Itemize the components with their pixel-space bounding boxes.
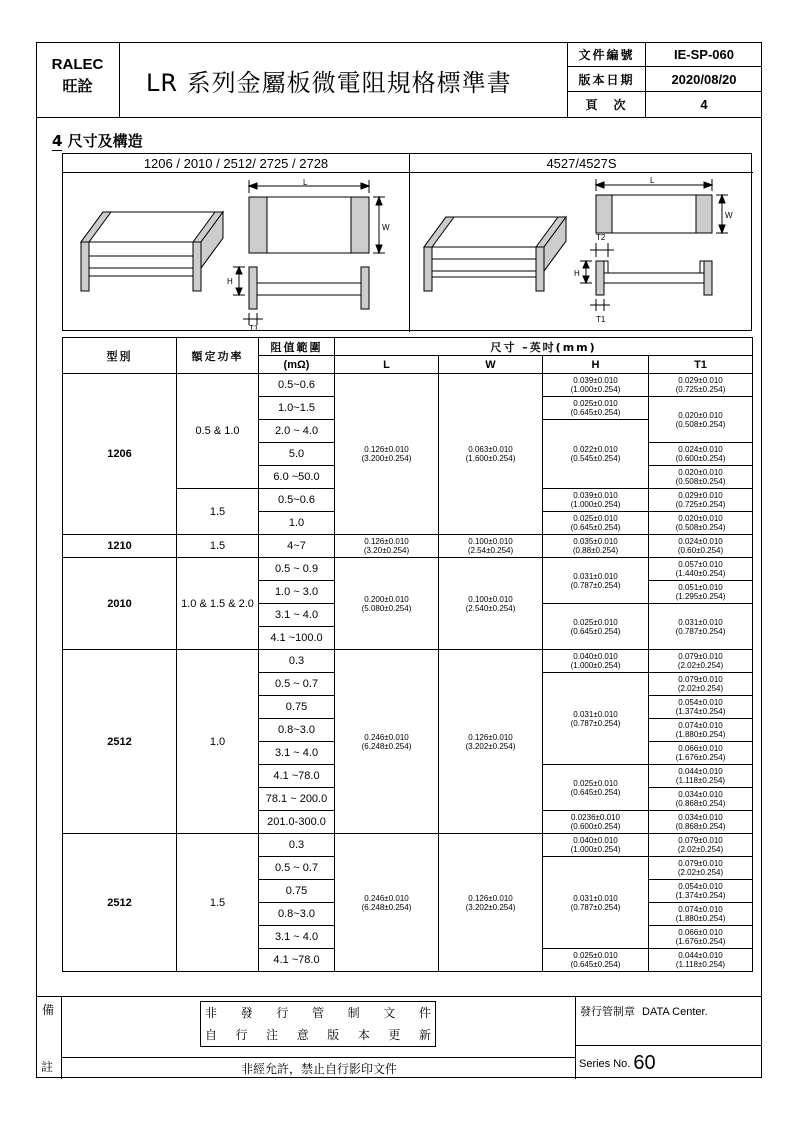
range-cell: 0.3 <box>259 650 335 673</box>
H-cell: 0.025±0.010 (0.645±0.254) <box>543 604 649 650</box>
range-cell: 201.0-300.0 <box>259 811 335 834</box>
power-cell: 1.5 <box>177 834 259 972</box>
header-power: 額定功率 <box>177 338 259 374</box>
resistor-drawing-right <box>410 173 753 332</box>
remarks-area <box>62 997 576 1079</box>
W-cell: 0.126±0.010 (3.202±0.254) <box>439 834 543 972</box>
range-cell: 1.0 <box>259 512 335 535</box>
T1-cell: 0.074±0.010 (1.880±0.254) <box>649 719 753 742</box>
L-cell: 0.126±0.010 (3.20±0.254) <box>335 535 439 558</box>
model-cell: 2010 <box>63 558 177 650</box>
notice-line-2: 自行注意版本更新 <box>205 1028 431 1042</box>
diagram-left-title: 1206 / 2010 / 2512/ 2725 / 2728 <box>63 154 409 173</box>
H-cell: 0.022±0.010 (0.545±0.254) <box>543 420 649 489</box>
T1-cell: 0.029±0.010 (0.725±0.254) <box>649 374 753 397</box>
model-cell: 2512 <box>63 650 177 834</box>
range-cell: 0.3 <box>259 834 335 857</box>
meta-doc-number: 文件編號 IE-SP-060 <box>568 42 762 67</box>
model-cell: 1206 <box>63 374 177 535</box>
T1-cell: 0.051±0.010 (1.295±0.254) <box>649 581 753 604</box>
dim-label-T2: T2 <box>596 233 606 242</box>
meta-version-date: 版本日期 2020/08/20 <box>568 67 762 92</box>
logo-english: RALEC <box>51 56 104 73</box>
dimension-diagrams <box>62 153 752 331</box>
T1-cell: 0.034±0.010 (0.868±0.254) <box>649 788 753 811</box>
issue-stamp: 發行管制章 DATA Center. <box>580 1005 708 1018</box>
W-cell: 0.063±0.010 (1.600±0.254) <box>439 374 543 535</box>
range-cell: 4.1 ~78.0 <box>259 765 335 788</box>
range-cell: 1.0 ~ 3.0 <box>259 581 335 604</box>
table-row <box>63 374 753 397</box>
T1-cell: 0.044±0.010 (1.118±0.254) <box>649 949 753 972</box>
header-dimension: 尺寸 –英吋(mm) <box>335 338 753 356</box>
T1-cell: 0.054±0.010 (1.374±0.254) <box>649 880 753 903</box>
model-cell: 2512 <box>63 834 177 972</box>
header-range-unit: (mΩ) <box>259 356 335 374</box>
header-W: W <box>439 356 543 374</box>
dim-label-T1: T1 <box>249 324 259 332</box>
H-cell: 0.040±0.010 (1.000±0.254) <box>543 650 649 673</box>
H-cell: 0.025±0.010 (0.645±0.254) <box>543 512 649 535</box>
logo-chinese: 旺詮 <box>62 77 93 95</box>
H-cell: 0.035±0.010 (0.88±0.254) <box>543 535 649 558</box>
header-H: H <box>543 356 649 374</box>
range-cell: 0.75 <box>259 696 335 719</box>
meta-page: 頁 次 4 <box>568 92 762 117</box>
series-number: Series No. 60 <box>576 1045 762 1079</box>
H-cell: 0.031±0.010 (0.787±0.254) <box>543 857 649 949</box>
range-cell: 78.1 ~ 200.0 <box>259 788 335 811</box>
W-cell: 0.100±0.010 (2.540±0.254) <box>439 558 543 650</box>
table-row <box>63 650 753 673</box>
range-cell: 6.0 ~50.0 <box>259 466 335 489</box>
notice-line-1: 非發行管制文件 <box>205 1006 431 1020</box>
T1-cell: 0.079±0.010 (2.02±0.254) <box>649 834 753 857</box>
range-cell: 0.5~0.6 <box>259 489 335 512</box>
table-row <box>63 558 753 581</box>
T1-cell: 0.066±0.010 (1.676±0.254) <box>649 742 753 765</box>
range-cell: 0.8~3.0 <box>259 719 335 742</box>
range-cell: 2.0 ~ 4.0 <box>259 420 335 443</box>
model-cell: 1210 <box>63 535 177 558</box>
H-cell: 0.031±0.010 (0.787±0.254) <box>543 673 649 765</box>
dim-label-T1-right: T1 <box>596 315 606 324</box>
range-cell: 4~7 <box>259 535 335 558</box>
T1-cell: 0.031±0.010 (0.787±0.254) <box>649 604 753 650</box>
T1-cell: 0.034±0.010 (0.868±0.254) <box>649 811 753 834</box>
T1-cell: 0.079±0.010 (2.02±0.254) <box>649 857 753 880</box>
section-heading: 4 尺寸及構造 <box>52 132 143 150</box>
dim-label-H-right: H <box>574 269 580 278</box>
T1-cell: 0.079±0.010 (2.02±0.254) <box>649 673 753 696</box>
H-cell: 0.0236±0.010 (0.600±0.254) <box>543 811 649 834</box>
header-L: L <box>335 356 439 374</box>
range-cell: 5.0 <box>259 443 335 466</box>
dimension-table <box>62 337 753 972</box>
T1-cell: 0.020±0.010 (0.508±0.254) <box>649 466 753 489</box>
company-logo <box>36 42 120 118</box>
power-cell: 0.5 & 1.0 <box>177 374 259 489</box>
T1-cell: 0.020±0.010 (0.508±0.254) <box>649 397 753 443</box>
L-cell: 0.200±0.010 (5.080±0.254) <box>335 558 439 650</box>
range-cell: 0.5~0.6 <box>259 374 335 397</box>
L-cell: 0.246±0.010 (6.248±0.254) <box>335 834 439 972</box>
T1-cell: 0.020±0.010 (0.508±0.254) <box>649 512 753 535</box>
uncontrolled-notice-box <box>200 1001 436 1047</box>
range-cell: 1.0~1.5 <box>259 397 335 420</box>
T1-cell: 0.024±0.010 (0.60±0.254) <box>649 535 753 558</box>
dim-label-W: W <box>382 223 390 232</box>
H-cell: 0.039±0.010 (1.000±0.254) <box>543 489 649 512</box>
dim-label-L-right: L <box>650 176 655 185</box>
issue-control-area <box>576 997 762 1079</box>
range-cell: 0.5 ~ 0.7 <box>259 857 335 880</box>
dim-label-L: L <box>303 178 308 187</box>
T1-cell: 0.057±0.010 (1.440±0.254) <box>649 558 753 581</box>
H-cell: 0.025±0.010 (0.645±0.254) <box>543 949 649 972</box>
T1-cell: 0.024±0.010 (0.600±0.254) <box>649 443 753 466</box>
T1-cell: 0.044±0.010 (1.118±0.254) <box>649 765 753 788</box>
remarks-column: 備 註 <box>36 997 62 1079</box>
T1-cell: 0.054±0.010 (1.374±0.254) <box>649 696 753 719</box>
T1-cell: 0.029±0.010 (0.725±0.254) <box>649 489 753 512</box>
copy-prohibited-banner: 非經允許，禁止自行影印文件 <box>62 1057 576 1079</box>
range-cell: 4.1 ~78.0 <box>259 949 335 972</box>
document-header <box>36 42 762 118</box>
H-cell: 0.039±0.010 (1.000±0.254) <box>543 374 649 397</box>
power-cell: 1.5 <box>177 535 259 558</box>
table-row <box>63 535 753 558</box>
range-cell: 0.5 ~ 0.9 <box>259 558 335 581</box>
header-model: 型別 <box>63 338 177 374</box>
T1-cell: 0.079±0.010 (2.02±0.254) <box>649 650 753 673</box>
H-cell: 0.025±0.010 (0.645±0.254) <box>543 765 649 811</box>
range-cell: 3.1 ~ 4.0 <box>259 926 335 949</box>
document-title: LR 系列金屬板微電阻規格標準書 <box>120 42 568 118</box>
L-cell: 0.126±0.010 (3.200±0.254) <box>335 374 439 535</box>
power-cell: 1.0 & 1.5 & 2.0 <box>177 558 259 650</box>
header-T1: T1 <box>649 356 753 374</box>
range-cell: 3.1 ~ 4.0 <box>259 604 335 627</box>
dim-label-W-right: W <box>725 211 733 220</box>
document-footer <box>36 996 762 1078</box>
L-cell: 0.246±0.010 (6.248±0.254) <box>335 650 439 834</box>
W-cell: 0.100±0.010 (2.54±0.254) <box>439 535 543 558</box>
H-cell: 0.025±0.010 (0.645±0.254) <box>543 397 649 420</box>
range-cell: 4.1 ~100.0 <box>259 627 335 650</box>
dim-label-H: H <box>227 277 233 286</box>
range-cell: 0.8~3.0 <box>259 903 335 926</box>
range-cell: 0.5 ~ 0.7 <box>259 673 335 696</box>
document-meta <box>568 42 762 118</box>
H-cell: 0.031±0.010 (0.787±0.254) <box>543 558 649 604</box>
range-cell: 3.1 ~ 4.0 <box>259 742 335 765</box>
power-cell: 1.5 <box>177 489 259 535</box>
diagram-right-title: 4527/4527S <box>410 154 753 173</box>
T1-cell: 0.074±0.010 (1.880±0.254) <box>649 903 753 926</box>
table-row <box>63 834 753 857</box>
header-range: 阻值範圍 <box>259 338 335 356</box>
T1-cell: 0.066±0.010 (1.676±0.254) <box>649 926 753 949</box>
W-cell: 0.126±0.010 (3.202±0.254) <box>439 650 543 834</box>
resistor-drawing-left <box>63 173 409 332</box>
H-cell: 0.040±0.010 (1.000±0.254) <box>543 834 649 857</box>
power-cell: 1.0 <box>177 650 259 834</box>
range-cell: 0.75 <box>259 880 335 903</box>
